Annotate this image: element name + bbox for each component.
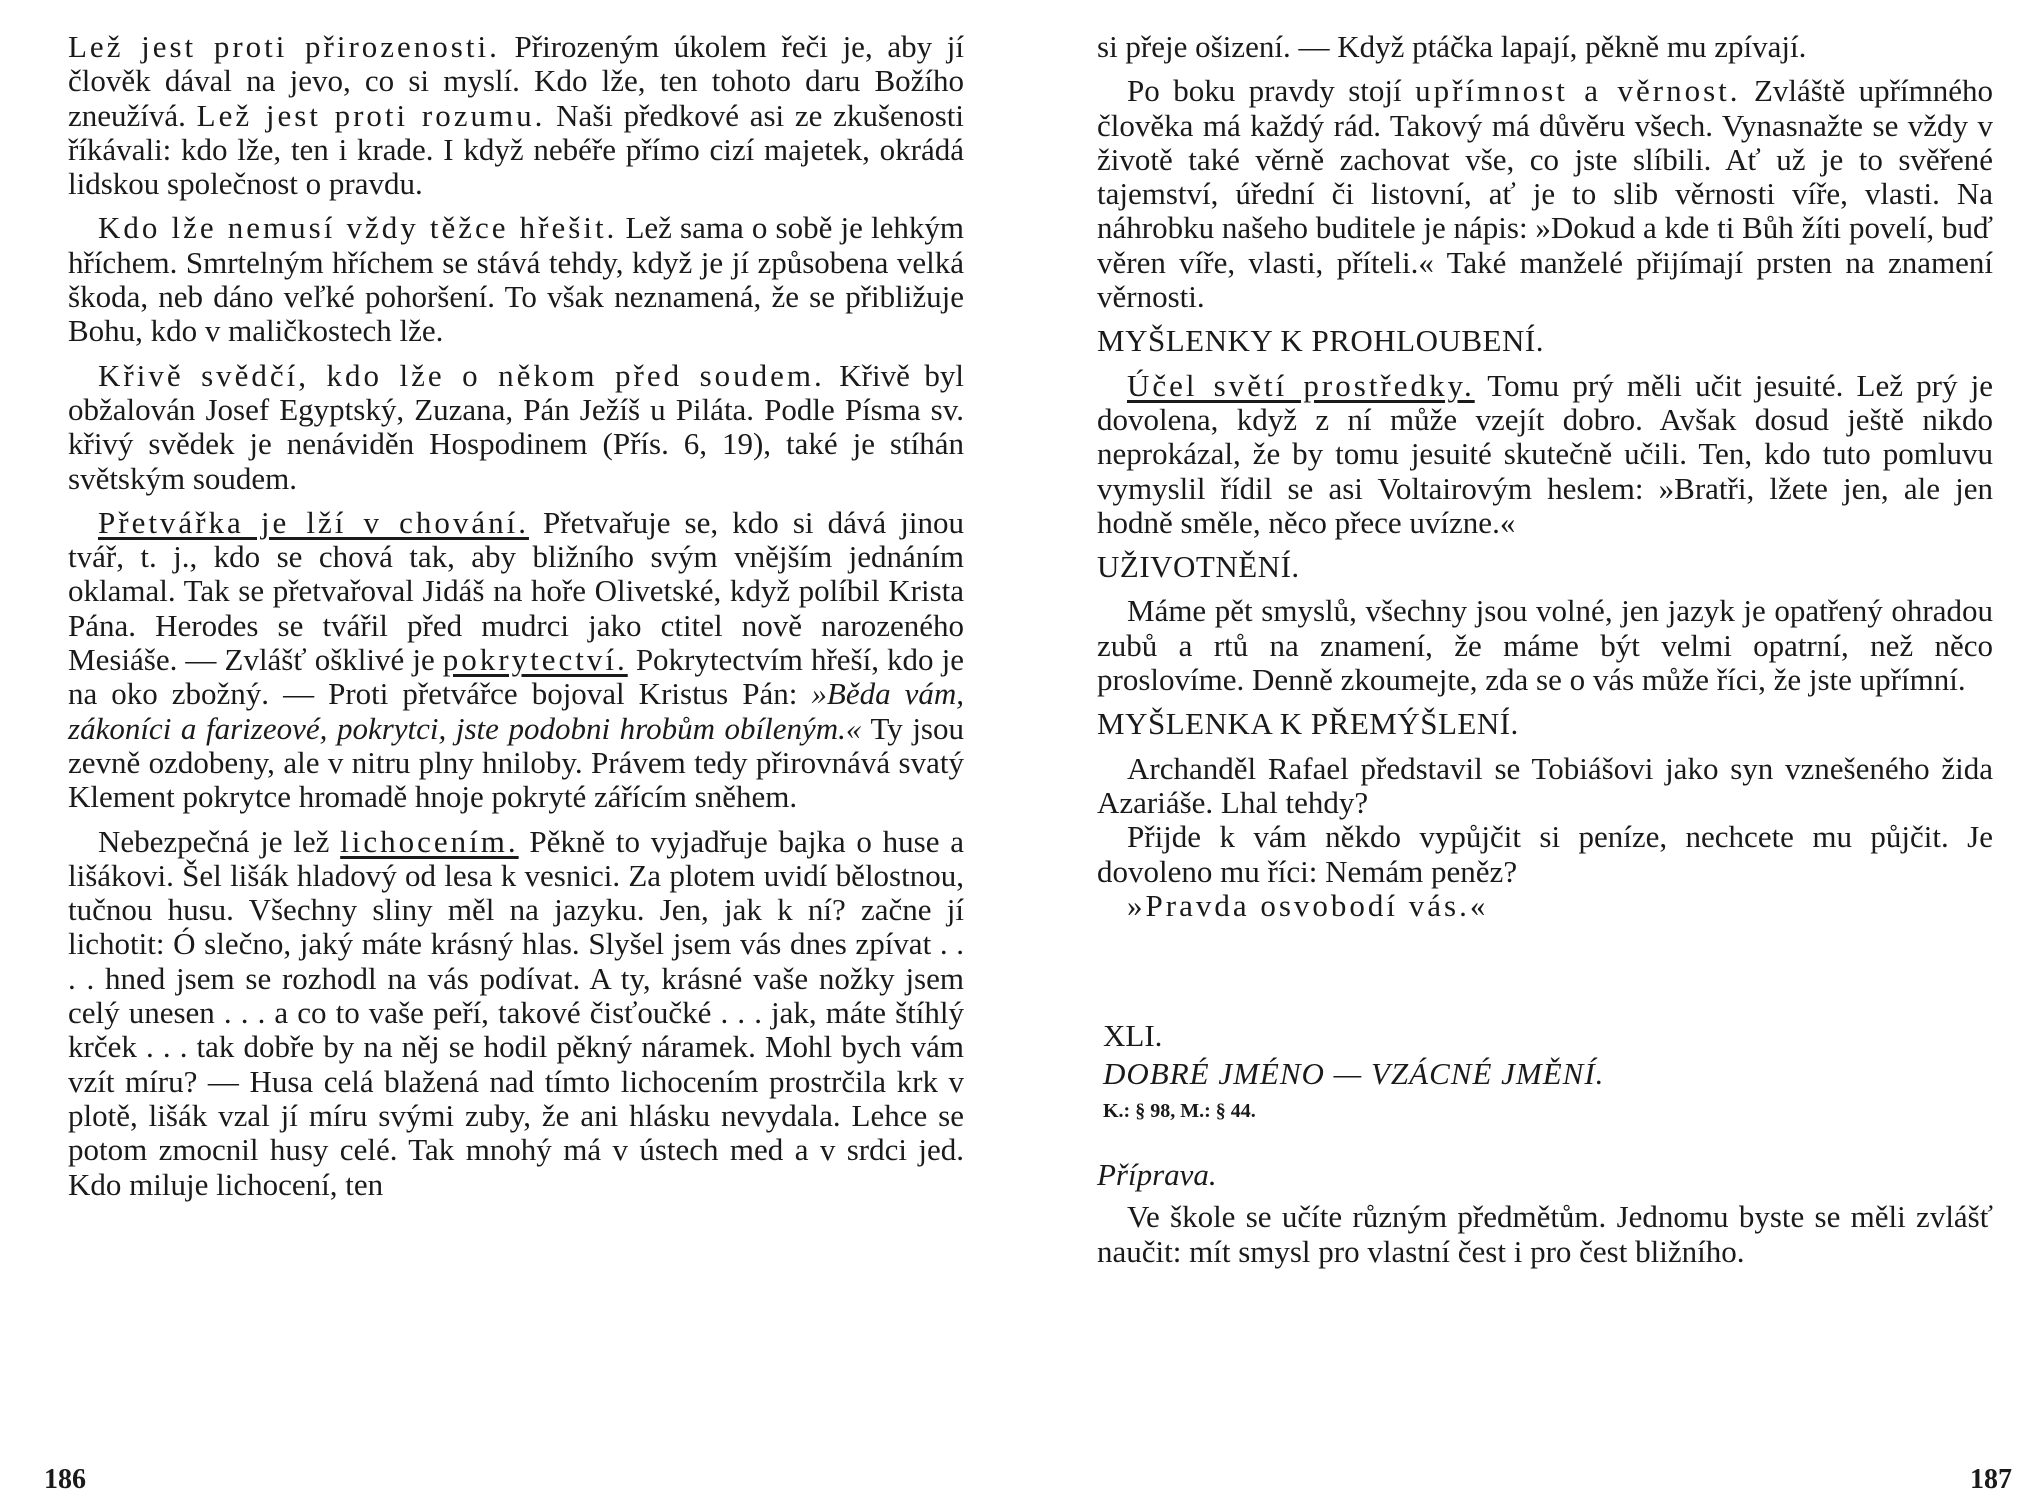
paragraph-text: Zvláště upřímného člověka má každý rád. Takový má důvěru všech. Vynasnažte se vždy v životě také věrně zachovat vše, co jste slíbili. Ať už je to svěřené tajemství, úřední či listovní, ať je to slib věrnosti víře, vlasti. Na náhrobku našeho buditele je nápis: »Dokud a kde ti Bůh žíti povelí, buď věren víře, vlasti, příteli.« Také manželé přijímají prsten na znamení věrnosti. (1097, 73, 1993, 315)
left-text-column (68, 30, 964, 1212)
paragraph-text: Tomu prý měli učit jesuité. Lež prý je dovolena, když z ní může vzejít dobro. Avšak dosud ještě nikdo neprokázal, že by tomu jesuité skutečně učili. Ten, kdo tuto pomluvu vymyslil řídil se asi Voltairovým heslem: »Bratři, lžete jen, ale jen hodně směle, něco přece uvízne.« (1097, 367, 1993, 540)
right-page (1020, 0, 2040, 1500)
term-pretense: Přetvářka je lží v chování. (98, 504, 529, 540)
term-false-witness: Křivě svědčí, kdo lže o někom před soudem. (98, 357, 825, 393)
term-lie-against-nature: Lež jest proti přirozenosti. (68, 29, 500, 64)
paragraph-continuation: si přeje ošizení. — Když ptáčka lapají, pěkně mu zpívají. (1097, 29, 1807, 64)
paragraph-false-witness (68, 359, 964, 496)
paragraph-text: Ty jsou zevně ozdobeny, ale v nitru plny hniloby. Právem tedy přirovnává svatý Klement pokrytce hromadě hnoje pokryté zářícím sněhem. (68, 710, 964, 815)
page-number-right: 187 (1970, 1464, 2012, 1495)
chapter-number: XLI. (1103, 1018, 1163, 1054)
page-number-left: 186 (44, 1464, 86, 1495)
paragraph-reflect-2: Přijde k vám někdo vypůjčit si peníze, nechcete mu půjčit. Je dovoleno mu říci: Nemám peněz? (1097, 819, 1993, 889)
paragraph-text: Křivě byl obžalován Josef Egyptský, Zuzana, Pán Ježíš u Piláta. Podle Písma sv. křivý svědek je nenáviděn Hospodinem (Přís. 6, 19), také je stíhán světským soudem. (68, 357, 964, 496)
paragraph-text: Po boku pravdy stojí (1127, 73, 1416, 109)
paragraph-text: Přirozeným úkolem řeči je, aby jí člověk dával na jevo, co si myslí. Kdo lže, ten tohoto daru Božího zneužívá. (68, 29, 964, 133)
paragraph-pretense (68, 506, 964, 815)
chapter-title: DOBRÉ JMÉNO — VZÁCNÉ JMĚNÍ. (1103, 1056, 1605, 1092)
quote-woe: »Běda vám, zákoníci a farizeové, pokrytci, jste podobni hrobům obíleným.« (68, 676, 964, 746)
term-hypocrisy: pokrytectví. (442, 642, 628, 678)
paragraph-apply: Máme pět smyslů, všechny jsou volné, jen jazyk je opatřený ohradou zubů a rtů na znamení, že máme být velmi opatrní, než něco proslovíme. Denně zkoumejte, zda se o vás může říci, že jste upřímní. (1097, 593, 1993, 698)
paragraph-text: Pěkně to vyjadřuje bajka o huse a lišákovi. Šel lišák hladový od lesa k vesnici. Za plotem uvidí bělostnou, tučnou husu. Všechny sliny měl na jazyku. Jen, jak k ní? začne jí lichotit: Ó slečno, jaký máte krásný hlas. Slyšel jsem vás dnes zpívat . . . . hned jsem se rozhodl na vás podívat. A ty, krásné vaše nožky jsem celý unesen . . . a co to vaše peří, takové čisťoučké . . . jak, máte štíhlý krček . . . tak dobře by na něj se hodil pěkný náramek. Mohl bych vám vzít míru? — Husa celá blažená nad tímto lichocením prostrčila krk v plotě, lišák vzal jí míru svými zuby, že ani hlásku nevydala. Lehce se potom zmocnil husy celé. Tak mnohý má v ústech med a v srdci jed. Kdo miluje lichocení, ten (68, 823, 964, 1202)
paragraph-preparation: Ve škole se učíte různým předmětům. Jednomu byste se měli zvlášť naučit: mít smysl pro vlastní čest i pro čest bližního. (1097, 1199, 1993, 1269)
paragraph-reflect-1: Archanděl Rafael představil se Tobiášovi jako syn vznešeného žida Azariáše. Lhal tehdy? (1097, 750, 1993, 820)
paragraph-reflect-3: »Pravda osvobodí vás.« (1127, 887, 1489, 923)
right-text-column (1097, 30, 1993, 1279)
term-end-justifies-means: Účel světí prostředky. (1127, 367, 1475, 403)
paragraph-fidelity (1097, 74, 1993, 314)
term-flattery: lichocením. (340, 823, 519, 859)
heading-reflect: MYŠLENKA K PŘEMÝŠLENÍ. (1097, 706, 1519, 742)
paragraph-jesuit (1097, 369, 1993, 540)
paragraph-lie-sin (68, 211, 964, 348)
heading-deepen: MYŠLENKY K PROHLOUBENÍ. (1097, 323, 1544, 359)
paragraph-lie-nature (68, 30, 964, 201)
heading-apply: UŽIVOTNĚNÍ. (1097, 549, 1300, 585)
preparation-label: Příprava. (1097, 1157, 1217, 1193)
paragraph-flattery (68, 825, 964, 1202)
term-lie-against-reason: Lež jest proti rozumu. (196, 97, 546, 133)
chapter-references: K.: § 98, M.: § 44. (1103, 1099, 1256, 1122)
paragraph-text: Lež sama o sobě je lehkým hříchem. Smrtelným hříchem se stává tehdy, když je jí způsobena velká škoda, neb dáno veľké pohoršení. To však neznamená, že se přibližuje Bohu, kdo v maličkostech lže. (68, 210, 964, 349)
paragraph-text: Nebezpečná je lež (98, 823, 341, 859)
paragraph-text: Přetvařuje se, kdo si dává jinou tvář, t. j., kdo se chová tak, aby bližního svým vnějším jednáním oklamal. Tak se přetvařoval Jidáš na hoře Olivetské, když políbil Krista Pána. Herodes se tvářil před mudrci jako ctitel nově narozeného Mesiáše. — Zvlášť ošklivé je (68, 504, 964, 678)
paragraph-text: Naši předkové asi ze zkušenosti říkávali: kdo lže, ten i krade. I když nebéře přímo cizí majetek, okrádá lidskou společnost o pravdu. (68, 97, 964, 202)
term-sincerity-fidelity: upřímnost a věrnost. (1415, 73, 1741, 109)
term-lie-sin: Kdo lže nemusí vždy těžce hřešit. (98, 210, 618, 246)
paragraph-text: Pokrytectvím hřeší, kdo je na oko zbožný. — Proti přetvářce bojoval Kristus Pán: (68, 642, 964, 712)
